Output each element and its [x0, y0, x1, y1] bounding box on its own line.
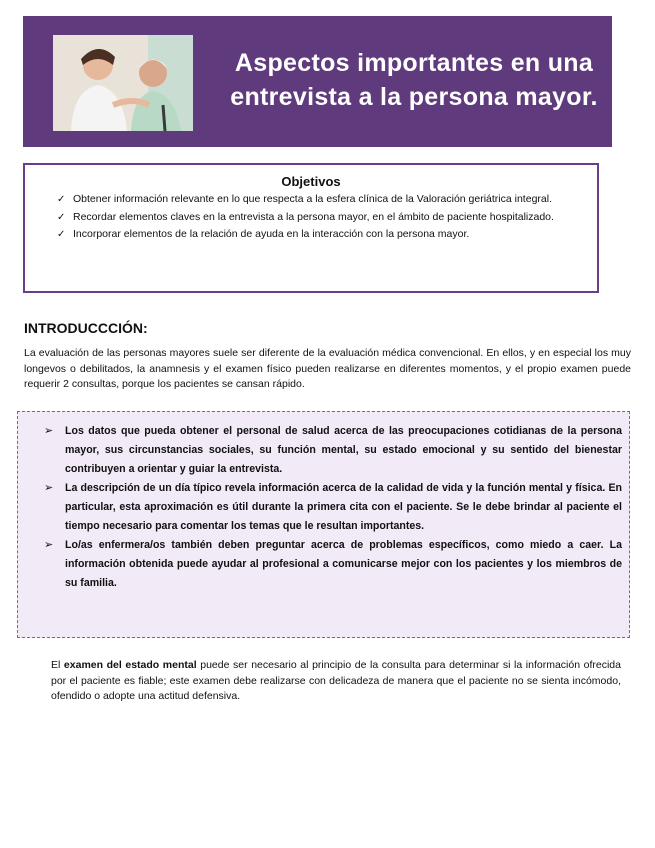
check-icon: ✓ [57, 211, 66, 223]
arrow-bullet-icon: ➢ [44, 482, 54, 494]
objectives-list [57, 191, 592, 244]
highlight-item [44, 422, 622, 479]
check-icon: ✓ [57, 194, 66, 205]
arrow-bullet-icon: ➢ [44, 539, 54, 551]
mental-exam-paragraph [51, 658, 621, 705]
highlights-box [17, 411, 630, 638]
highlights-list [44, 422, 622, 593]
mental-exam-bold-term: examen del estado mental [63, 659, 197, 671]
highlight-item [44, 536, 622, 593]
page-title [219, 46, 609, 114]
caregiver-photo [53, 35, 193, 131]
header-banner [23, 16, 612, 147]
caregiver-illustration [53, 35, 193, 131]
objective-text: Recordar elementos claves en la entrevista a la persona mayor, en el ámbito de paciente hospitalizado. [73, 210, 554, 223]
highlight-text: La descripción de un día típico revela información acerca de la calidad de vida y la función mental y física. En particular, esta aproximación es útil durante la primera cita con el paciente. Se le debe brindar al paciente el tiempo necesario para comentar los temas que le resultan importantes. [65, 482, 622, 532]
highlight-text: Lo/as enfermera/os también deben preguntar acerca de problemas específicos, como miedo a caer. La información obtenida puede ayudar al profesional a comunicarse mejor con los pacientes y los miembros de su familia. [65, 539, 622, 589]
highlight-text: Los datos que pueda obtener el personal de salud acerca de las preocupaciones cotidianas de la persona mayor, sus circunstancias sociales, su función mental, su estado emocional y su sentido del bienestar contribuyen a orientar y guiar la entrevista. [65, 425, 622, 475]
objective-text: Incorporar elementos de la relación de ayuda en la interacción con la persona mayor. [73, 228, 470, 240]
check-icon: ✓ [57, 229, 66, 240]
arrow-bullet-icon: ➢ [44, 425, 54, 437]
objectives-box [23, 163, 599, 293]
objective-text: Obtener información relevante en lo que respecta a la esfera clínica de la Valoración geriátrica integral. [73, 193, 552, 205]
mental-exam-prefix: El [51, 659, 64, 671]
highlight-item [44, 479, 622, 536]
introduction-heading: INTRODUCCCIÓN: [24, 320, 148, 336]
title-line-2: entrevista a la persona mayor. [230, 83, 598, 111]
title-line-1: Aspectos importantes en una [234, 49, 594, 77]
objective-item [57, 209, 592, 227]
objective-item [57, 191, 592, 209]
objectives-title: Objetivos [281, 174, 341, 189]
objective-item [57, 226, 592, 244]
mental-exam-text: puede ser necesario al principio de la consulta para determinar si la información ofrecida por el paciente es fiable; este examen debe realizarse con delicadeza de manera que el paciente no se sienta incómodo, ofendido o adopte una actitud defensiva. [51, 659, 621, 702]
introduction-paragraph: La evaluación de las personas mayores suele ser diferente de la evaluación médica convencional. En ellos, y en especial los muy longevos o debilitados, la anamnesis y el examen físico pueden realizarse en diferentes momentos, y el propio examen puede requerir 2 consultas, porque los pacientes se cansan rápido. [24, 347, 631, 390]
